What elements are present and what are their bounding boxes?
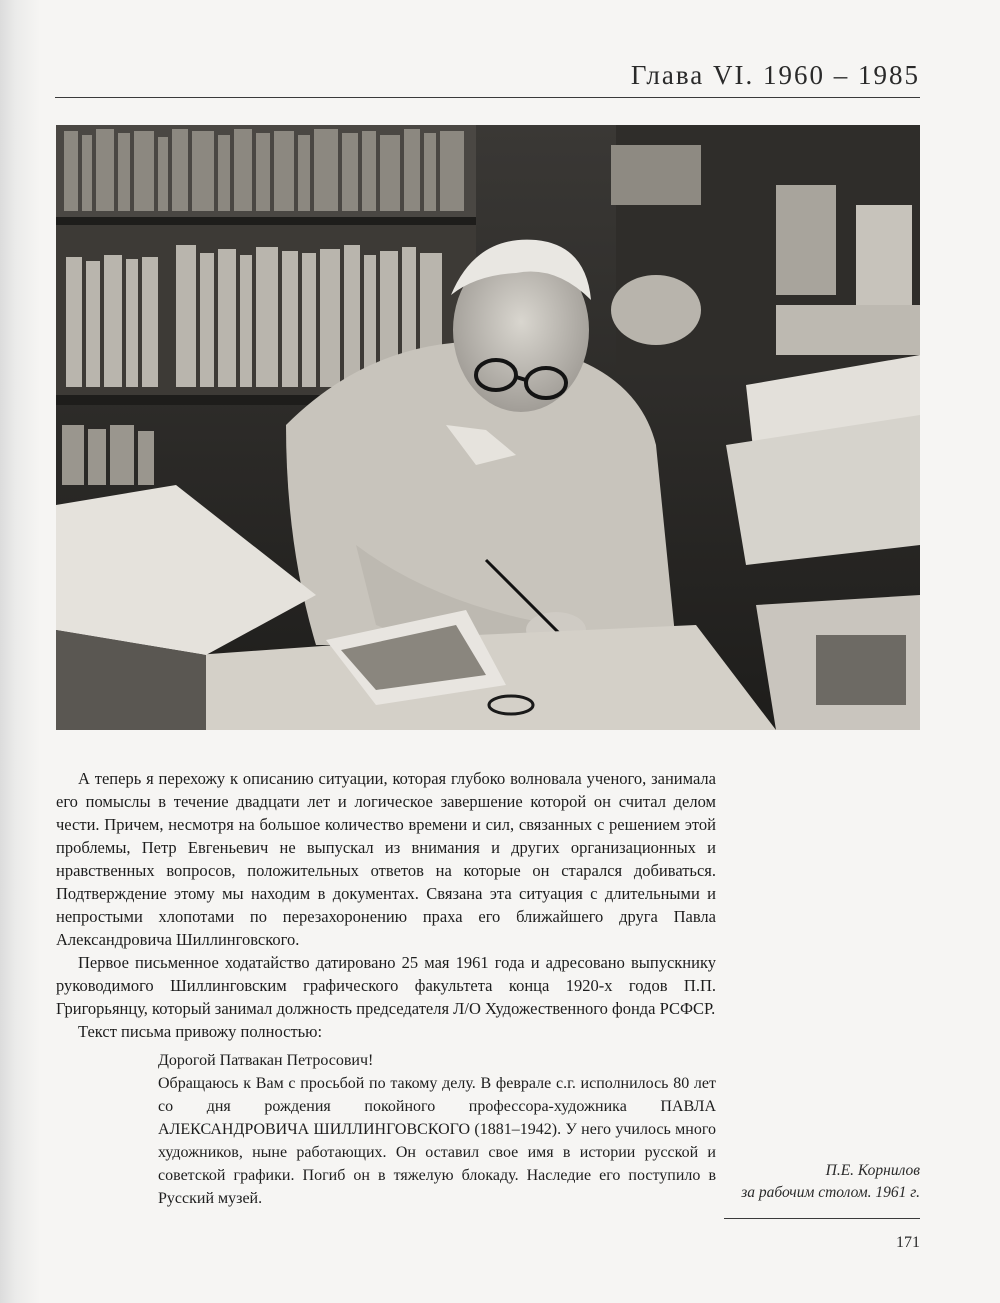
- header-rule: [55, 97, 920, 98]
- photo-caption: [741, 1160, 920, 1204]
- page-gutter-shadow: [0, 0, 40, 1303]
- chapter-years: 1960 – 1985: [763, 60, 920, 90]
- photograph: [56, 125, 920, 730]
- paragraph-3: Текст письма привожу полностью:: [78, 1022, 323, 1041]
- page-number: 171: [896, 1234, 920, 1251]
- letter-salutation: Дорогой Патвакан Петросович!: [158, 1052, 374, 1069]
- caption-line-2: за рабочим столом. 1961 г.: [741, 1184, 920, 1201]
- paragraph-2: Первое письменное ходатайство датировано 25 мая 1961 года и адресовано выпускнику руководимого Шиллинговским графического факультета конца 1920-х годов П.П. Григорьянцу, который занимал должность председателя Л/О Художественного фонда РСФСР.: [56, 953, 716, 1018]
- main-text: [56, 767, 716, 1043]
- letter-text: Обращаюсь к Вам с просьбой по такому делу. В феврале с.г. исполнилось 80 лет со дня рождения покойного профессора-художника ПАВЛА АЛЕКСАНДРОВИЧА ШИЛЛИНГОВСКОГО (1881–1942). У него училось много художников, ныне работающих. Он оставил свое имя в истории русской и советской графики. Погиб он в тяжелую блокаду. Наследие его поступило в Русский музей.: [158, 1075, 716, 1207]
- caption-line-1: П.Е. Корнилов: [825, 1162, 920, 1179]
- chapter-label: Глава VI.: [630, 60, 755, 90]
- photo-illustration: [56, 125, 920, 730]
- paragraph-1: А теперь я перехожу к описанию ситуации, которая глубоко волновала ученого, занимала его помыслы в течение двадцати лет и логическое завершение которой он считал делом чести. Причем, несмотря на большое количество времени и сил, связанных с решением этой проблемы, Петр Евгеньевич не выпускал из внимания и других организационных и нравственных вопросов, положительных ответов на которые он старался добиваться. Подтверждение этому мы находим в документах. Связана эта ситуация с длительными и непростыми хлопотами по перезахоронению праха его ближайшего друга Павла Александровича Шиллинговского.: [56, 769, 716, 949]
- letter-quote: [158, 1049, 716, 1210]
- footer-rule: [724, 1218, 920, 1219]
- chapter-header: [631, 60, 920, 91]
